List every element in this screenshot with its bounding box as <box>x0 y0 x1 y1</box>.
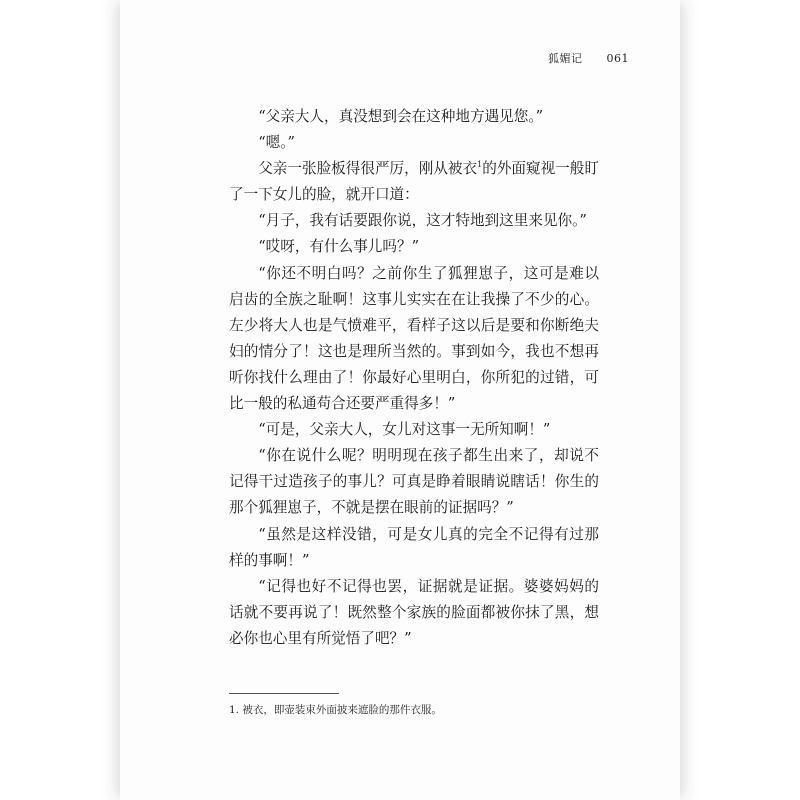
footnote-marker: 1 <box>477 160 483 170</box>
paragraph: “虽然是这样没错，可是女儿真的完全不记得有过那样的事啊！” <box>229 525 599 569</box>
running-head <box>548 50 629 66</box>
paragraph: “记得也好不记得也罢，证据就是证据。婆婆妈妈的话就不要再说了！既然整个家族的脸面都被你抹了黑，想必你也心里有所觉悟了吧？” <box>229 577 599 647</box>
footnote-divider <box>229 693 339 694</box>
page-number: 061 <box>606 52 629 65</box>
footnote: 1. 被衣，即壶装束外面披来遮脸的那件衣服。 <box>229 704 442 716</box>
paragraph: “月子，我有话要跟你说，这才特地到这里来见你。” <box>258 212 587 230</box>
paragraph-text: 的外面窥视一般盯了一下女儿的脸，就开口道： <box>229 160 599 204</box>
paragraph: “哎呀，有什么事儿吗？” <box>258 238 420 256</box>
paragraph-text: 父亲一张脸板得很严厉，刚从被衣 <box>258 160 478 178</box>
paragraph: “嗯。” <box>258 134 295 152</box>
paragraph: “父亲大人，真没想到会在这种地方遇见您。” <box>258 108 544 125</box>
book-page <box>120 0 680 800</box>
paragraph: “可是，父亲大人，女儿对这事一无所知啊！” <box>258 421 551 439</box>
chapter-title: 狐媚记 <box>548 52 583 65</box>
body-text <box>229 104 599 652</box>
paragraph <box>229 156 599 208</box>
paragraph: “你在说什么呢？明明现在孩子都生出来了，却说不记得干过造孩子的事儿？可真是睁着眼睛说瞎话！你生的那个狐狸崽子，不就是摆在眼前的证据吗？” <box>229 447 599 517</box>
paragraph: “你还不明白吗？之前你生了狐狸崽子，这可是难以启齿的全族之耻啊！这事儿实实在在让我操了不少的心。左少将大人也是气愤难平，看样子这以后是要和你断绝夫妇的情分了！这也是理所当然的。事到如今，我也不想再听你找什么理由了！你最好心里明白，你所犯的过错，可比一般的私通苟合还要严重得多！” <box>229 264 599 413</box>
